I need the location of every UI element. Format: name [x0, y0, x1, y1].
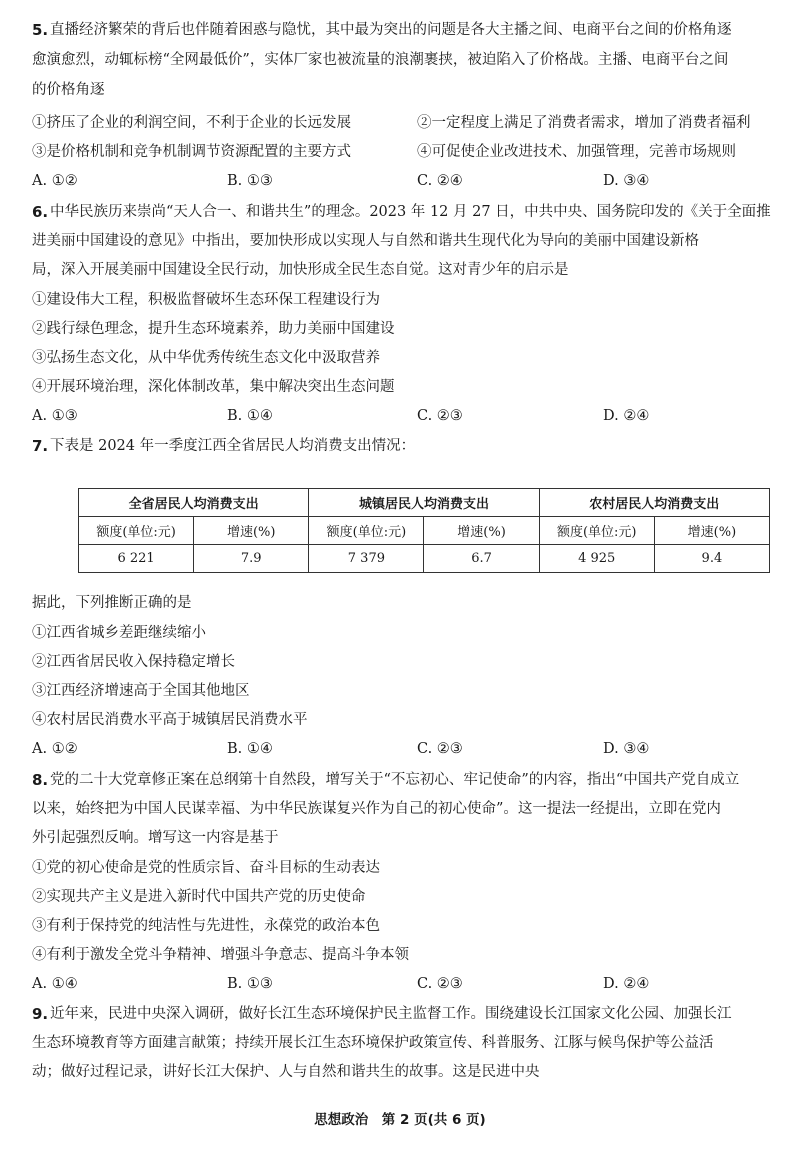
question-8-choice-b[interactable]: B. ①③ — [227, 976, 273, 992]
question-5-choice-b[interactable]: B. ①③ — [227, 173, 273, 189]
table-subheader: 额度(单位:元) — [309, 517, 424, 545]
question-6-option: ③弘扬生态文化，从中华优秀传统生态文化中汲取营养 — [32, 350, 380, 366]
question-8-number: 8. — [32, 771, 49, 789]
question-5-stem-line: 愈演愈烈，动辄标榜“全网最低价”，实体厂家也被流量的浪潮裹挟，被迫陷入了价格战。主播、电商平台之间 — [32, 52, 729, 68]
question-6-option: ④开展环境治理，深化体制改革，集中解决突出生态问题 — [32, 379, 395, 395]
question-8-stem-line: 党的二十大党章修正案在总纲第十自然段，增写关于“不忘初心、牢记使命”的内容，指出“中国共产党自成立 — [50, 772, 740, 788]
question-7-stem: 下表是 2024 年一季度江西全省居民人均消费支出情况： — [50, 438, 416, 454]
table-subheader: 额度(单位:元) — [539, 517, 654, 545]
question-9-stem-line: 动；做好过程记录，讲好长江大保护、人与自然和谐共生的故事。这是民进中央 — [32, 1064, 540, 1080]
table-group-header: 城镇居民人均消费支出 — [309, 489, 539, 517]
question-6-stem-line: 中华民族历来崇尚“天人合一、和谐共生”的理念。2023 年 12 月 27 日，中共中央、国务院印发的《关于全面推 — [50, 204, 771, 220]
question-6-option: ②践行绿色理念，提升生态环境素养，助力美丽中国建设 — [32, 321, 395, 337]
table-cell: 6.7 — [424, 545, 539, 573]
question-7-option: ②江西省居民收入保持稳定增长 — [32, 654, 235, 670]
question-5-option: ①挤压了企业的利润空间，不利于企业的长远发展 — [32, 115, 351, 131]
table-cell: 4 925 — [539, 545, 654, 573]
question-6-choice-b[interactable]: B. ①④ — [227, 408, 273, 424]
question-7-option: ③江西经济增速高于全国其他地区 — [32, 683, 250, 699]
question-5-stem-line: 直播经济繁荣的背后也伴随着困惑与隐忧，其中最为突出的问题是各大主播之间、电商平台之间的价格角逐 — [50, 22, 732, 38]
question-6-stem-line: 进美丽中国建设的意见》中指出，要加快形成以实现人与自然和谐共生现代化为导向的美丽中国建设新格 — [32, 233, 699, 249]
question-8-choice-c[interactable]: C. ②③ — [417, 976, 463, 992]
question-8-option: ④有利于激发全党斗争精神、增强斗争意志、提高斗争本领 — [32, 947, 409, 963]
question-8-option: ①党的初心使命是党的性质宗旨、奋斗目标的生动表达 — [32, 860, 380, 876]
question-6-number: 6. — [32, 203, 49, 221]
table-group-header: 全省居民人均消费支出 — [79, 489, 309, 517]
question-7-choice-d[interactable]: D. ③④ — [603, 741, 650, 757]
question-7-choice-a[interactable]: A. ①② — [32, 741, 78, 757]
question-5-option: ②一定程度上满足了消费者需求，增加了消费者福利 — [417, 115, 751, 131]
question-8-choice-a[interactable]: A. ①④ — [32, 976, 78, 992]
question-9-stem-line: 生态环境教育等方面建言献策；持续开展长江生态环境保护政策宣传、科普服务、江豚与候鸟保护等公益活 — [32, 1035, 714, 1051]
question-7-option: ④农村居民消费水平高于城镇居民消费水平 — [32, 712, 308, 728]
page-footer: 思想政治 第 2 页(共 6 页) — [314, 1112, 486, 1128]
question-6-stem-line: 局，深入开展美丽中国建设全民行动，加快形成全民生态自觉。这对青少年的启示是 — [32, 262, 569, 278]
question-6-choice-a[interactable]: A. ①③ — [32, 408, 78, 424]
table-subheader: 增速(%) — [424, 517, 539, 545]
question-8-option: ③有利于保持党的纯洁性与先进性，永葆党的政治本色 — [32, 918, 380, 934]
question-9-stem-line: 近年来，民进中央深入调研，做好长江生态环境保护民主监督工作。围绕建设长江国家文化公园、加强长江 — [50, 1006, 732, 1022]
question-7-number: 7. — [32, 437, 49, 455]
table-cell: 9.4 — [654, 545, 769, 573]
question-5-choice-d[interactable]: D. ③④ — [603, 173, 650, 189]
question-5-option: ④可促使企业改进技术、加强管理，完善市场规则 — [417, 144, 736, 160]
table-cell: 7.9 — [194, 545, 309, 573]
table-cell: 6 221 — [79, 545, 194, 573]
question-6-option: ①建设伟大工程，积极监督破坏生态环保工程建设行为 — [32, 292, 380, 308]
question-6-choice-c[interactable]: C. ②③ — [417, 408, 463, 424]
question-8-stem-line: 以来，始终把为中国人民谋幸福、为中华民族谋复兴作为自己的初心使命”。这一提法一经提出，立即在党内 — [32, 801, 721, 817]
question-5-stem-line: 的价格角逐 — [32, 82, 105, 98]
question-6-choice-d[interactable]: D. ②④ — [603, 408, 650, 424]
table-subheader: 增速(%) — [654, 517, 769, 545]
table-cell: 7 379 — [309, 545, 424, 573]
question-8-option: ②实现共产主义是进入新时代中国共产党的历史使命 — [32, 889, 366, 905]
question-5-option: ③是价格机制和竞争机制调节资源配置的主要方式 — [32, 144, 351, 160]
question-7-option: ①江西省城乡差距继续缩小 — [32, 625, 206, 641]
question-7-lead: 据此，下列推断正确的是 — [32, 595, 192, 611]
table-subheader: 额度(单位:元) — [79, 517, 194, 545]
consumption-table — [78, 488, 770, 573]
question-7-choice-b[interactable]: B. ①④ — [227, 741, 273, 757]
question-8-stem-line: 外引起强烈反响。增写这一内容是基于 — [32, 830, 279, 846]
table-group-header: 农村居民人均消费支出 — [539, 489, 769, 517]
question-5-number: 5. — [32, 21, 49, 39]
question-5-choice-c[interactable]: C. ②④ — [417, 173, 463, 189]
question-8-choice-d[interactable]: D. ②④ — [603, 976, 650, 992]
table-subheader: 增速(%) — [194, 517, 309, 545]
question-9-number: 9. — [32, 1005, 49, 1023]
question-7-choice-c[interactable]: C. ②③ — [417, 741, 463, 757]
question-5-choice-a[interactable]: A. ①② — [32, 173, 78, 189]
